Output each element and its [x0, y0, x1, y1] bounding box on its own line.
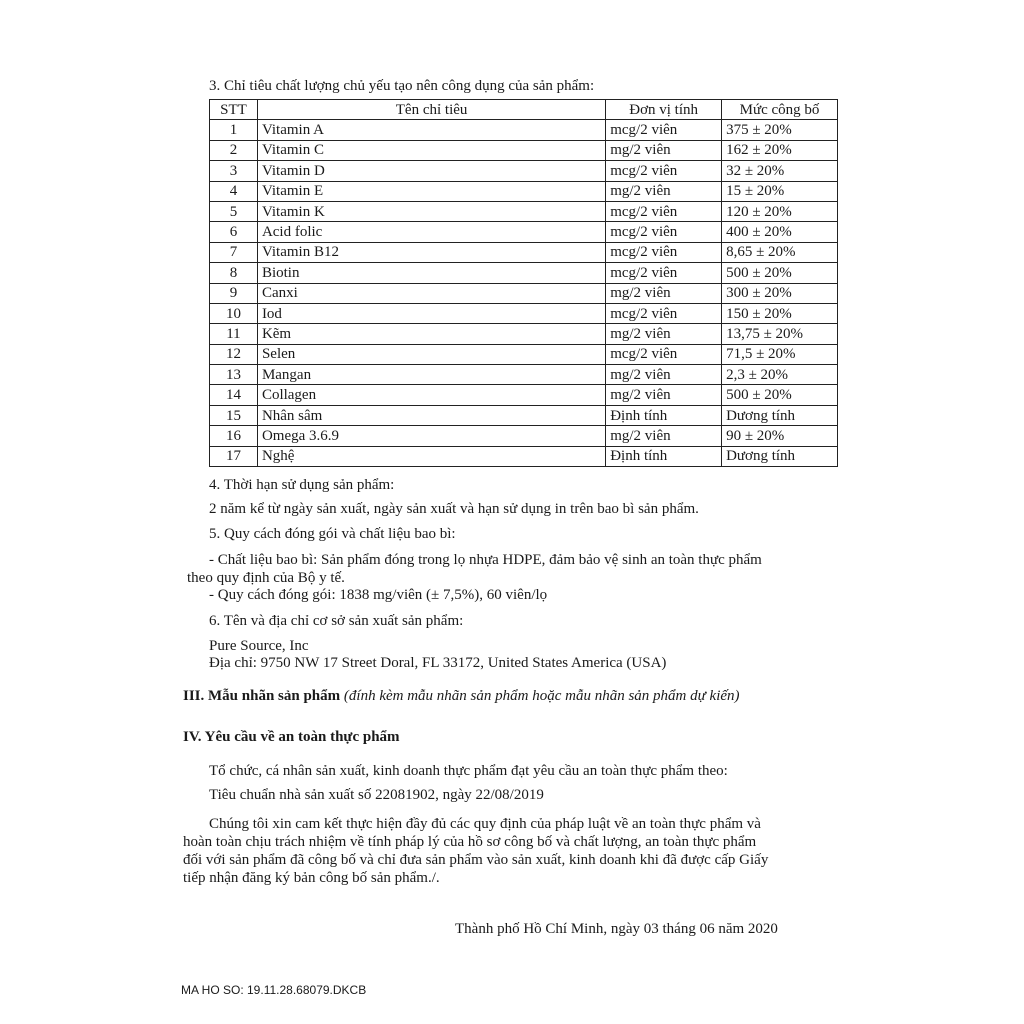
section-4-title: 4. Thời hạn sử dụng sản phẩm: [209, 477, 395, 493]
row-stt: 3 [210, 161, 258, 181]
row-level: 8,65 ± 20% [722, 242, 838, 262]
manufacturer-standard-line: Tiêu chuẩn nhà sản xuất số 22081902, ngày 22/08/2019 [209, 787, 544, 803]
row-name: Selen [257, 344, 605, 364]
row-name: Iod [257, 303, 605, 323]
row-name: Collagen [257, 385, 605, 405]
section-iii-heading [183, 687, 740, 705]
section-iii-note: (đính kèm mẫu nhãn sản phẩm hoặc mẫu nhãn sản phẩm dự kiến) [343, 688, 740, 704]
row-stt: 10 [210, 303, 258, 323]
commitment-line-3: đối với sản phẩm đã công bố và chỉ đưa sản phẩm vào sản xuất, kinh doanh khi đã được cấp Giấy [183, 852, 769, 868]
section-iii-title: III. Mẫu nhãn sản phẩm [183, 688, 341, 704]
table-row [210, 201, 838, 221]
row-unit: Định tính [606, 446, 722, 466]
table-row [210, 344, 838, 364]
row-unit: mg/2 viên [606, 324, 722, 344]
row-stt: 11 [210, 324, 258, 344]
row-unit: mcg/2 viên [606, 303, 722, 323]
column-header-unit: Đơn vị tính [606, 100, 722, 120]
shelf-life-text: 2 năm kể từ ngày sản xuất, ngày sản xuất và hạn sử dụng in trên bao bì sản phẩm. [209, 501, 699, 517]
row-name: Acid folic [257, 222, 605, 242]
row-name: Vitamin D [257, 161, 605, 181]
row-unit: mcg/2 viên [606, 222, 722, 242]
section-3-title: 3. Chỉ tiêu chất lượng chủ yếu tạo nên công dụng của sản phẩm: [209, 78, 595, 94]
row-stt: 1 [210, 120, 258, 140]
row-level: 71,5 ± 20% [722, 344, 838, 364]
row-unit: Định tính [606, 405, 722, 425]
row-stt: 14 [210, 385, 258, 405]
row-stt: 8 [210, 263, 258, 283]
row-level: 500 ± 20% [722, 263, 838, 283]
row-name: Nghệ [257, 446, 605, 466]
row-name: Canxi [257, 283, 605, 303]
signature-place-date: Thành phố Hồ Chí Minh, ngày 03 tháng 06 năm 2020 [455, 921, 778, 937]
section-iv-title: IV. Yêu cầu về an toàn thực phẩm [183, 729, 400, 745]
table-row [210, 365, 838, 385]
row-stt: 4 [210, 181, 258, 201]
table-row [210, 283, 838, 303]
row-unit: mg/2 viên [606, 385, 722, 405]
column-header-name: Tên chỉ tiêu [257, 100, 605, 120]
commitment-line-1: Chúng tôi xin cam kết thực hiện đầy đủ các quy định của pháp luật về an toàn thực phẩm và [209, 816, 761, 832]
table-row [210, 161, 838, 181]
row-stt: 2 [210, 140, 258, 160]
row-name: Kẽm [257, 324, 605, 344]
section-5-title: 5. Quy cách đóng gói và chất liệu bao bì: [209, 526, 456, 542]
row-unit: mg/2 viên [606, 426, 722, 446]
row-level: 500 ± 20% [722, 385, 838, 405]
row-stt: 9 [210, 283, 258, 303]
row-unit: mcg/2 viên [606, 242, 722, 262]
table-row [210, 181, 838, 201]
column-header-level: Mức công bố [722, 100, 838, 120]
manufacturer-name: Pure Source, Inc [209, 638, 309, 654]
row-level: 13,75 ± 20% [722, 324, 838, 344]
table-body [210, 120, 838, 467]
quality-spec-table [209, 99, 838, 467]
table-row [210, 120, 838, 140]
packaging-material-line-cont: theo quy định của Bộ y tế. [187, 570, 345, 586]
row-stt: 15 [210, 405, 258, 425]
table-row [210, 263, 838, 283]
row-unit: mg/2 viên [606, 181, 722, 201]
row-level: 400 ± 20% [722, 222, 838, 242]
table-row [210, 140, 838, 160]
row-unit: mcg/2 viên [606, 344, 722, 364]
row-stt: 5 [210, 201, 258, 221]
table-row [210, 324, 838, 344]
row-stt: 13 [210, 365, 258, 385]
row-level: 2,3 ± 20% [722, 365, 838, 385]
dossier-code: MA HO SO: 19.11.28.68079.DKCB [181, 983, 367, 997]
row-stt: 12 [210, 344, 258, 364]
packaging-spec-line: - Quy cách đóng gói: 1838 mg/viên (± 7,5%), 60 viên/lọ [209, 587, 548, 603]
table-row [210, 426, 838, 446]
row-unit: mg/2 viên [606, 365, 722, 385]
row-unit: mcg/2 viên [606, 263, 722, 283]
row-name: Vitamin B12 [257, 242, 605, 262]
table-row [210, 242, 838, 262]
row-unit: mcg/2 viên [606, 161, 722, 181]
row-level: 15 ± 20% [722, 181, 838, 201]
table-header-row [210, 100, 838, 120]
row-unit: mg/2 viên [606, 283, 722, 303]
row-name: Mangan [257, 365, 605, 385]
row-level: 162 ± 20% [722, 140, 838, 160]
row-level: 90 ± 20% [722, 426, 838, 446]
row-level: 120 ± 20% [722, 201, 838, 221]
table-row [210, 446, 838, 466]
row-name: Biotin [257, 263, 605, 283]
row-unit: mg/2 viên [606, 140, 722, 160]
table-row [210, 405, 838, 425]
row-level: Dương tính [722, 405, 838, 425]
row-stt: 6 [210, 222, 258, 242]
packaging-material-line: - Chất liệu bao bì: Sản phẩm đóng trong lọ nhựa HDPE, đảm bảo vệ sinh an toàn thực phẩm [209, 552, 762, 568]
row-name: Vitamin K [257, 201, 605, 221]
manufacturer-address: Địa chỉ: 9750 NW 17 Street Doral, FL 33172, United States America (USA) [209, 655, 667, 671]
row-stt: 7 [210, 242, 258, 262]
safety-requirement-line: Tổ chức, cá nhân sản xuất, kinh doanh thực phẩm đạt yêu cầu an toàn thực phẩm theo: [209, 763, 728, 779]
column-header-stt: STT [210, 100, 258, 120]
row-stt: 16 [210, 426, 258, 446]
row-level: 300 ± 20% [722, 283, 838, 303]
row-level: Dương tính [722, 446, 838, 466]
row-unit: mcg/2 viên [606, 201, 722, 221]
section-6-title: 6. Tên và địa chỉ cơ sở sản xuất sản phẩm: [209, 613, 464, 629]
row-name: Nhân sâm [257, 405, 605, 425]
row-name: Vitamin E [257, 181, 605, 201]
row-name: Vitamin A [257, 120, 605, 140]
row-level: 375 ± 20% [722, 120, 838, 140]
commitment-line-2: hoàn toàn chịu trách nhiệm về tính pháp lý của hồ sơ công bố và chất lượng, an toàn thực phẩm [183, 834, 757, 850]
table-row [210, 222, 838, 242]
row-name: Vitamin C [257, 140, 605, 160]
row-stt: 17 [210, 446, 258, 466]
table-row [210, 385, 838, 405]
row-level: 32 ± 20% [722, 161, 838, 181]
row-name: Omega 3.6.9 [257, 426, 605, 446]
table-row [210, 303, 838, 323]
row-level: 150 ± 20% [722, 303, 838, 323]
commitment-line-4: tiếp nhận đăng ký bản công bố sản phẩm./. [183, 870, 440, 886]
row-unit: mcg/2 viên [606, 120, 722, 140]
